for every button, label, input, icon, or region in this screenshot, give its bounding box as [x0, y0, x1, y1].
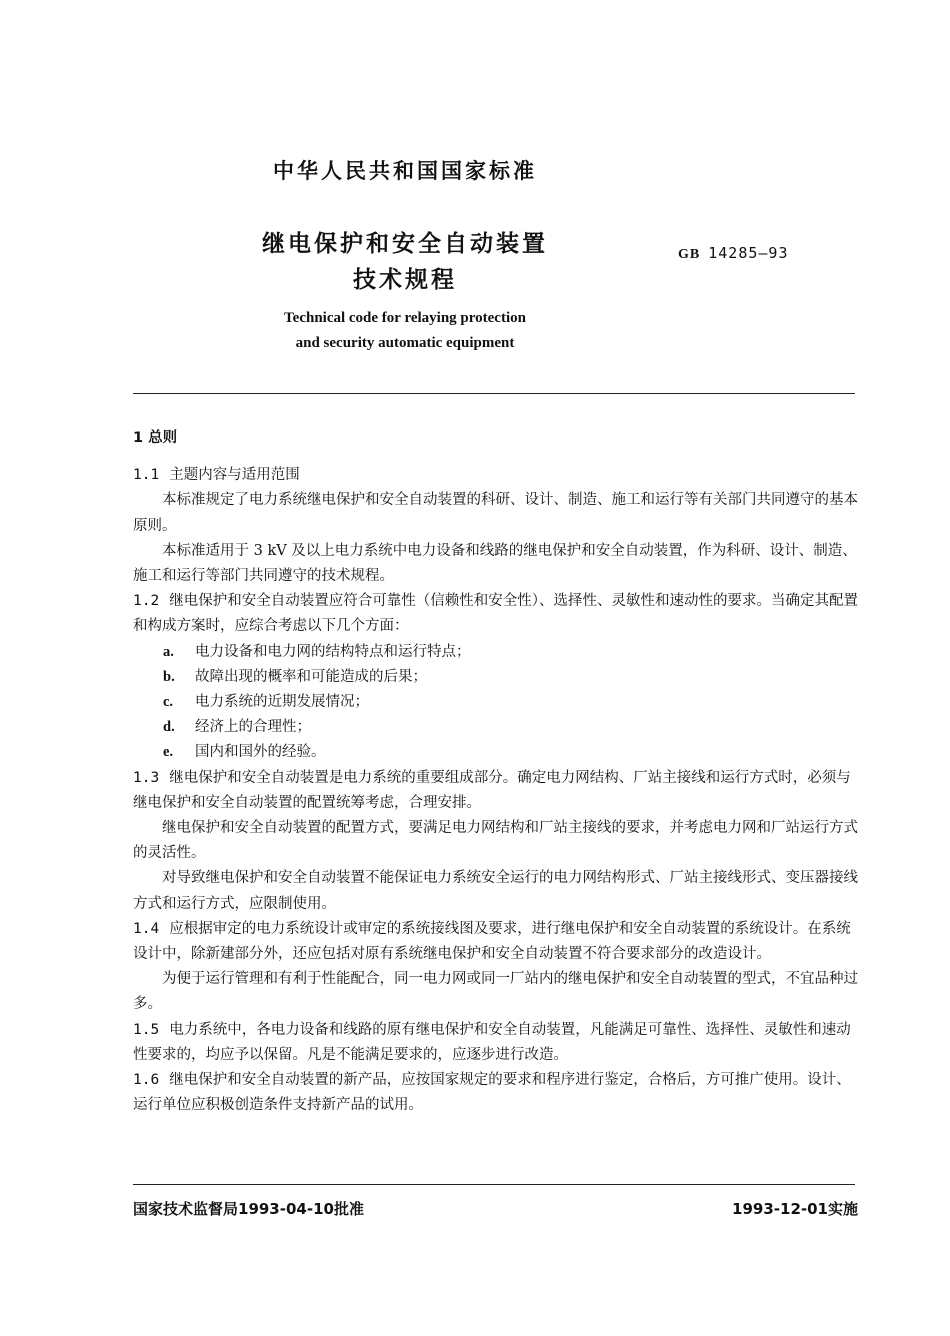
clause-number: 1.2: [133, 593, 160, 610]
english-title-line1: Technical code for relaying protection: [284, 310, 526, 326]
clause-1-1-heading: [133, 463, 858, 488]
clause-1-5: [133, 1018, 858, 1068]
paragraph: 对导致继电保护和安全自动装置不能保证电力系统安全运行的电力网结构形式、厂站主接线形式、变压器接线方式和运行方式，应限制使用。: [133, 870, 858, 912]
clause-text: 继电保护和安全自动装置的新产品，应按国家规定的要求和程序进行鉴定，合格后，方可推广使用。设计、运行单位应积极创造条件支持新产品的试用。: [133, 1072, 851, 1114]
list-item-text: 电力系统的近期发展情况；: [195, 694, 369, 711]
clause-1-6: [133, 1068, 858, 1118]
list-item-label: b.: [163, 668, 175, 685]
list-item: [133, 665, 858, 690]
clause-text: 继电保护和安全自动装置是电力系统的重要组成部分。确定电力网结构、厂站主接线和运行方式时，必须与继电保护和安全自动装置的配置统筹考虑，合理安排。: [133, 769, 851, 811]
paragraph: 本标准适用于 3 kV 及以上电力系统中电力设备和线路的继电保护和安全自动装置，作为科研、设计、制造、施工和运行等部门共同遵守的技术规程。: [133, 542, 857, 585]
list-item-text: 故障出现的概率和可能造成的后果；: [195, 668, 427, 685]
footer-divider: [133, 1184, 855, 1185]
clause-1-3: [133, 766, 858, 816]
document-title-line1: 继电保护和安全自动装置: [262, 231, 548, 257]
clause-1-4: [133, 917, 858, 967]
list-item-label: a.: [163, 643, 174, 660]
list-item-label: d.: [163, 719, 175, 736]
list-item-text: 经济上的合理性；: [195, 719, 311, 736]
paragraph: 为便于运行管理和有利于性能配合，同一电力网或同一厂站内的继电保护和安全自动装置的型式，不宜品种过多。: [133, 971, 858, 1013]
list-item-text: 国内和国外的经验。: [195, 744, 326, 761]
list-item-label: c.: [163, 694, 174, 711]
clause-number: 1.1: [133, 467, 160, 484]
english-title-line2: and security automatic equipment: [295, 335, 515, 351]
standard-number: [678, 244, 788, 263]
document-body: [133, 426, 858, 1118]
standard-prefix: GB: [678, 247, 701, 262]
standard-code: 14285—93: [708, 244, 789, 262]
list-item: [133, 715, 858, 740]
section-title: 1 总则: [133, 430, 178, 446]
approval-note: 国家技术监督局1993-04-10批准: [133, 1200, 364, 1218]
list-item: [133, 740, 858, 765]
national-standard-heading: 中华人民共和国国家标准: [273, 159, 537, 183]
clause-number: 1.5: [133, 1021, 160, 1038]
clause-title: 主题内容与适用范围: [169, 467, 300, 484]
clause-number: 1.4: [133, 920, 160, 937]
list-item: [133, 690, 858, 715]
clause-number: 1.3: [133, 769, 160, 786]
paragraph: 继电保护和安全自动装置的配置方式，要满足电力网结构和厂站主接线的要求，并考虑电力网和厂站运行方式的灵活性。: [133, 820, 858, 862]
clause-text: 应根据审定的电力系统设计或审定的系统接线图及要求，进行继电保护和安全自动装置的系统设计。在系统设计中，除新建部分外，还应包括对原有系统继电保护和安全自动装置不符合要求部分的改造设计。: [133, 920, 851, 963]
clause-text: 继电保护和安全自动装置应符合可靠性（信赖性和安全性）、选择性、灵敏性和速动性的要求。当确定其配置和构成方案时，应综合考虑以下几个方面：: [133, 593, 858, 635]
list-item-text: 电力设备和电力网的结构特点和运行特点；: [195, 643, 471, 660]
header-divider: [133, 393, 855, 394]
document-title-line2: 技术规程: [353, 267, 457, 293]
list-item: [133, 640, 858, 665]
clause-text: 电力系统中，各电力设备和线路的原有继电保护和安全自动装置，凡能满足可靠性、选择性、灵敏性和速动性要求的，均应予以保留。凡是不能满足要求的，应逐步进行改造。: [133, 1021, 851, 1063]
effective-date: 1993-12-01实施: [732, 1200, 858, 1218]
clause-number: 1.6: [133, 1072, 160, 1089]
paragraph: 本标准规定了电力系统继电保护和安全自动装置的科研、设计、制造、施工和运行等有关部门共同遵守的基本原则。: [133, 492, 858, 534]
list-item-label: e.: [163, 744, 174, 761]
clause-1-2: [133, 589, 858, 639]
